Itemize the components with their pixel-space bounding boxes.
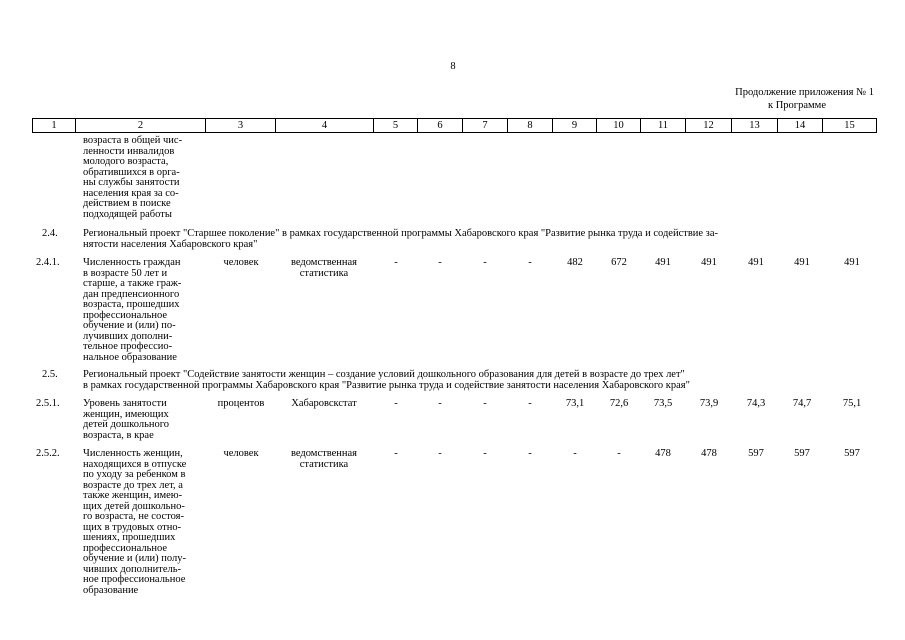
row-2-5-2-value-col-7: - — [483, 448, 487, 459]
column-number-header — [32, 118, 877, 133]
row-2-4-1-value-col-5: - — [394, 257, 398, 268]
continued-indicator-name: возраста в общей чис- ленности инвалидов молодого возраста, обратившихся в орга- ны службы занятости населения края за со- действием в поиске подходящей работы — [83, 135, 183, 220]
row-2-5-2-value-col-8: - — [528, 448, 532, 459]
row-2-4-1-name: Численность граждан в возрасте 50 лет и старше, а также граж- дан предпенсионного возраста, прошедших профессиональное обучение и (или) по- лучивших дополни- тельное профессио- нальное образование — [83, 257, 182, 363]
row-2-5-1-value-col-10: 72,6 — [609, 398, 629, 409]
row-2-4-1-value-col-9: 482 — [567, 257, 583, 268]
row-2-5-2-number: 2.5.2. — [36, 448, 60, 459]
row-2-5-2-value-col-13: 597 — [748, 448, 764, 459]
page-number: 8 — [450, 61, 456, 72]
row-2-5-1-value-col-6: - — [438, 398, 442, 409]
row-2-4-1-unit: человек — [223, 257, 259, 268]
column-header-13: 13 — [732, 119, 778, 133]
row-2-4-1-value-col-6: - — [438, 257, 442, 268]
row-2-5-1-value-col-11: 73,5 — [653, 398, 673, 409]
column-header-3: 3 — [206, 119, 276, 133]
row-2-4-1-value-col-13: 491 — [748, 257, 764, 268]
column-header-14: 14 — [778, 119, 823, 133]
row-2-5-1-value-col-9: 73,1 — [565, 398, 585, 409]
column-header-15: 15 — [823, 119, 877, 133]
column-header-8: 8 — [508, 119, 553, 133]
row-2-5-1-value-col-13: 74,3 — [746, 398, 766, 409]
row-2-5-2-source: ведомственная статистика — [291, 448, 357, 470]
row-2-4-1-value-col-7: - — [483, 257, 487, 268]
row-2-5-1-number: 2.5.1. — [36, 398, 60, 409]
row-2-5-1-value-col-7: - — [483, 398, 487, 409]
row-2-5-1-unit: процентов — [217, 398, 265, 409]
column-header-2: 2 — [76, 119, 206, 133]
row-2-5-1-value-col-5: - — [394, 398, 398, 409]
column-header-6: 6 — [418, 119, 463, 133]
column-header-9: 9 — [553, 119, 597, 133]
appendix-line-1: Продолжение приложения № 1 — [735, 87, 874, 98]
row-2-5-2-unit: человек — [223, 448, 259, 459]
row-2-5-1-value-col-15: 75,1 — [842, 398, 862, 409]
row-2-4-1-value-col-14: 491 — [794, 257, 810, 268]
row-2-5-2-value-col-15: 597 — [844, 448, 860, 459]
appendix-heading — [680, 86, 874, 112]
row-2-5-1-value-col-12: 73,9 — [699, 398, 719, 409]
row-2-4-1-value-col-15: 491 — [844, 257, 860, 268]
appendix-line-2: к Программе — [768, 100, 826, 111]
row-2-5-2-value-col-14: 597 — [794, 448, 810, 459]
row-2-4-1-value-col-12: 491 — [701, 257, 717, 268]
column-header-12: 12 — [686, 119, 732, 133]
column-header-11: 11 — [641, 119, 686, 133]
row-2-5-1-value-col-14: 74,7 — [792, 398, 812, 409]
row-2-4-1-source: ведомственная статистика — [291, 257, 357, 279]
row-2-5-1-value-col-8: - — [528, 398, 532, 409]
column-header-4: 4 — [276, 119, 374, 133]
column-header-5: 5 — [374, 119, 418, 133]
row-2-4-1-value-col-11: 491 — [655, 257, 671, 268]
row-2-5-2-value-col-6: - — [438, 448, 442, 459]
row-2-5-2-value-col-10: - — [617, 448, 621, 459]
column-header-10: 10 — [597, 119, 641, 133]
column-header-7: 7 — [463, 119, 508, 133]
row-2-5-2-value-col-11: 478 — [655, 448, 671, 459]
row-2-4-1-value-col-10: 672 — [611, 257, 627, 268]
row-2-4-1-number: 2.4.1. — [36, 257, 60, 268]
row-2-5-2-value-col-9: - — [573, 448, 577, 459]
section-2-5-title: Региональный проект "Содействие занятости женщин – создание условий дошкольного образования для детей в возрасте до трех лет" в рамках государственной программы Хабаровского края "Развитие рынка труда и содействие занятости населения Хабаровского края" — [83, 369, 690, 391]
row-2-5-2-value-col-5: - — [394, 448, 398, 459]
section-2-5-number: 2.5. — [42, 369, 58, 380]
row-2-5-1-source: Хабаровскстат — [291, 398, 357, 409]
row-2-5-2-value-col-12: 478 — [701, 448, 717, 459]
row-2-5-2-name: Численность женщин, находящихся в отпуске по уходу за ребенком в возрасте до трех лет, а также женщин, имею- щих детей дошкольно- го возраста, не состоя- щих в трудовых отно- шениях, прошедших профессиональное обучение и (или) полу- чивших дополнитель- ное профессиональное образование — [83, 448, 187, 596]
section-2-4-title: Региональный проект "Старшее поколение" в рамках государственной программы Хабаровского края "Развитие рынка труда и содействие за- нятости населения Хабаровского края" — [83, 228, 718, 250]
row-2-5-1-name: Уровень занятости женщин, имеющих детей дошкольного возраста, в крае — [83, 398, 170, 441]
column-header-1: 1 — [33, 119, 76, 133]
section-2-4-number: 2.4. — [42, 228, 58, 239]
row-2-4-1-value-col-8: - — [528, 257, 532, 268]
